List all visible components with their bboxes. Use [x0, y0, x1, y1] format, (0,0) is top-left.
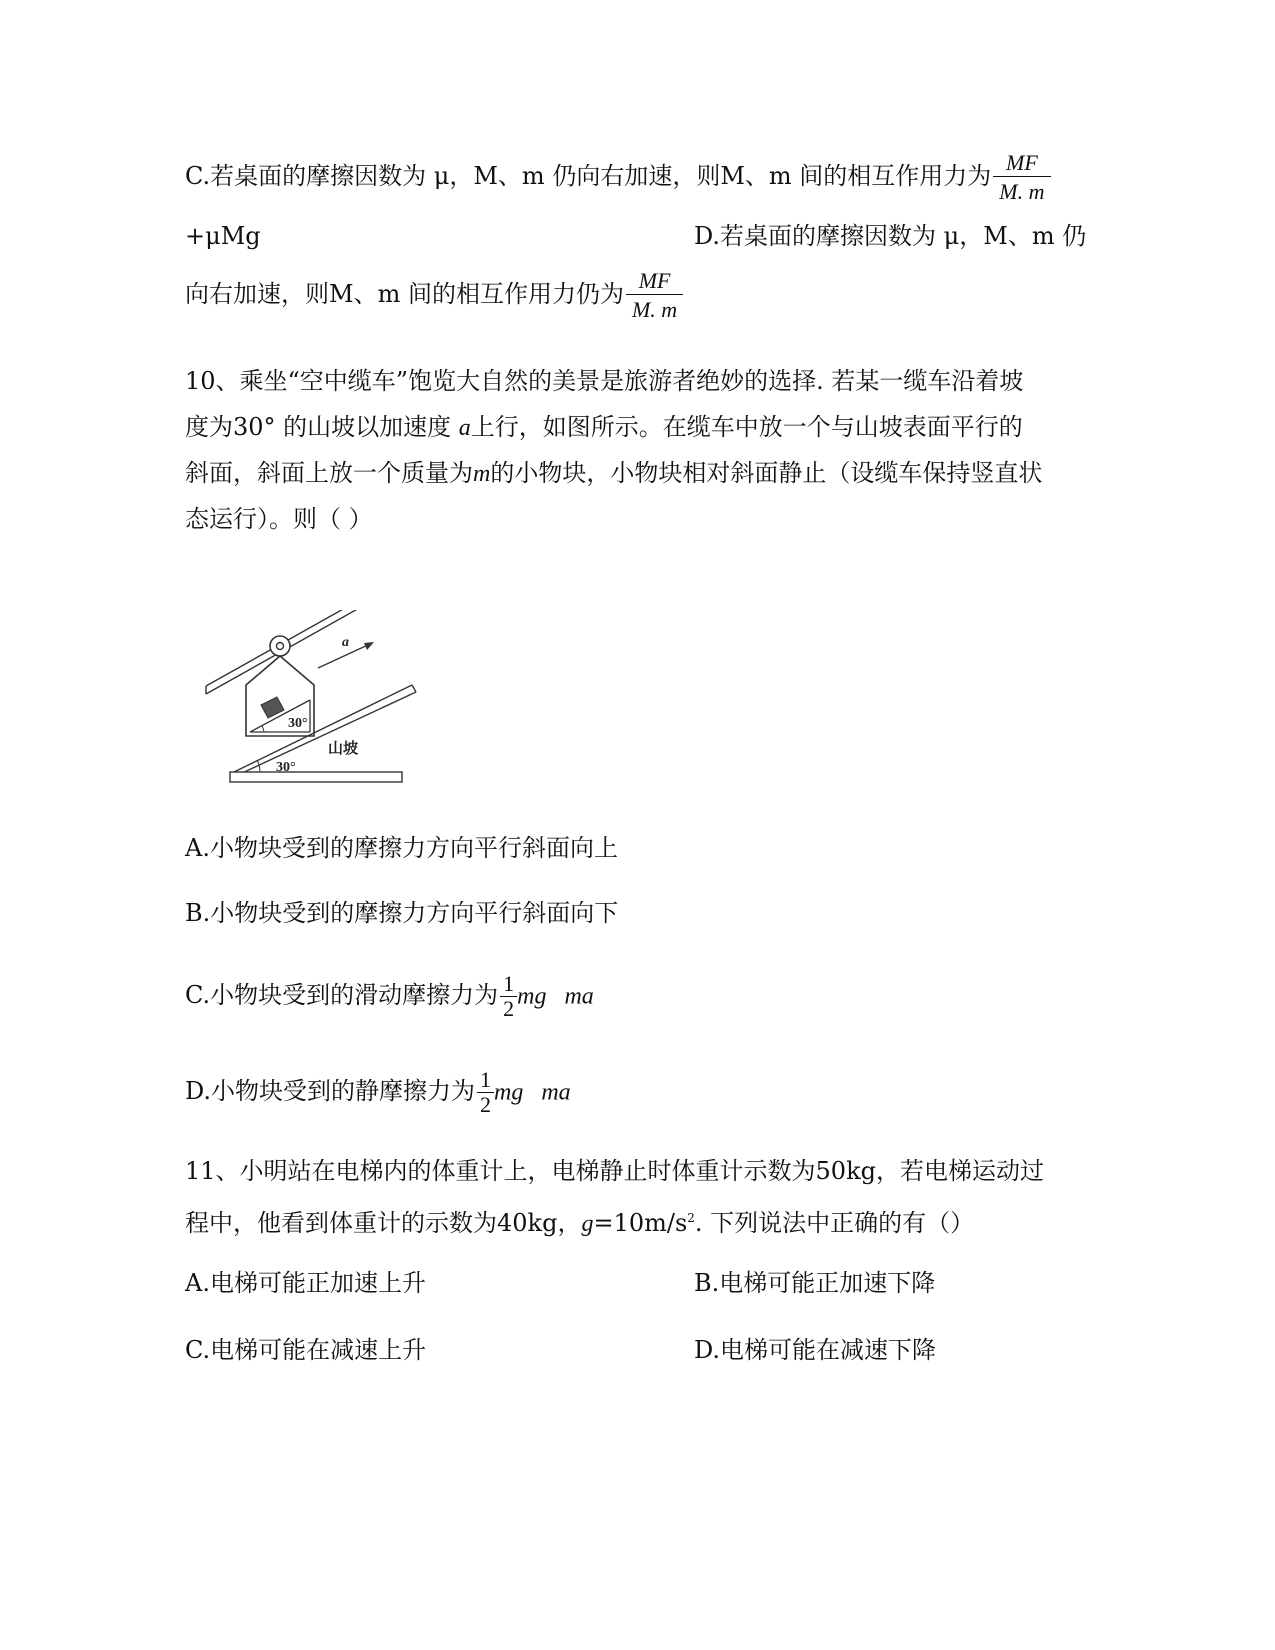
q9-option-c-text: C.若桌面的摩擦因数为 μ，M、m 仍向右加速，则M、m 间的相互作用力为 [185, 162, 992, 190]
q10-option-d [185, 1068, 571, 1117]
fraction-numerator: MF [638, 268, 671, 293]
q10-option-b: B.小物块受到的摩擦力方向平行斜面向下 [185, 899, 619, 927]
q10-option-d-text: D.小物块受到的静摩擦力为 [185, 1077, 476, 1105]
q9-option-c-tail: +μMg [185, 222, 261, 250]
q11-option-d: D.电梯可能在减速下降 [694, 1336, 937, 1364]
small-block [261, 697, 284, 718]
slope-surface [234, 685, 416, 774]
pulley-wheel [270, 636, 290, 656]
q11-stem-line-2b: =10m/s [593, 1209, 688, 1237]
fraction-numerator: 1 [480, 1067, 492, 1092]
inner-angle-label: 30° [288, 716, 308, 731]
q10-option-d-expr: mg ma [494, 1079, 571, 1106]
q10-stem-line-2a: 度为30° 的山坡以加速度 [185, 413, 459, 441]
q11-stem-line-2a: 程中，他看到体重计的示数为40kg， [185, 1209, 582, 1237]
half-fraction [477, 1068, 494, 1117]
q11-option-c: C.电梯可能在减速上升 [185, 1336, 427, 1364]
q10-stem-line-2b: 上行，如图所示。在缆车中放一个与山坡表面平行的 [470, 413, 1023, 441]
q10-var-m: m [473, 461, 491, 487]
q11-stem-line-1: 11、小明站在电梯内的体重计上，电梯静止时体重计示数为50kg，若电梯运动过 [185, 1157, 1044, 1185]
q10-stem-line-2 [185, 410, 1023, 445]
q11-stem-line-2c: . 下列说法中正确的有（） [694, 1209, 975, 1237]
q10-option-c-expr: mg ma [517, 983, 594, 1010]
half-fraction [500, 972, 517, 1021]
q10-stem-line-4: 态运行）。则（ ） [185, 505, 373, 533]
q10-option-a: A.小物块受到的摩擦力方向平行斜面向上 [185, 834, 618, 862]
q10-stem-line-3a: 斜面，斜面上放一个质量为 [185, 459, 473, 487]
fraction-denominator: 2 [477, 1092, 494, 1117]
q9-option-c [185, 150, 1051, 205]
q10-option-c [185, 972, 594, 1021]
q10-option-c-text: C.小物块受到的滑动摩擦力为 [185, 981, 499, 1009]
q11-option-a: A.电梯可能正加速上升 [185, 1269, 426, 1297]
cable-car-figure [200, 610, 430, 810]
q10-stem-line-1: 10、乘坐“空中缆车”饱览大自然的美景是旅游者绝妙的选择. 若某一缆车沿着坡 [185, 367, 1024, 395]
ground-base [230, 760, 402, 782]
q9-option-d-fraction [626, 268, 683, 323]
q11-stem-line-2 [185, 1201, 974, 1241]
fraction-denominator: M. m [993, 176, 1050, 205]
acceleration-label: a [342, 635, 349, 650]
q11-var-g: g [581, 1211, 594, 1237]
outer-angle-label: 30° [276, 760, 296, 775]
q9-option-d-continued [185, 268, 683, 323]
q10-stem-line-3b: 的小物块，小物块相对斜面静止（设缆车保持竖直状 [490, 459, 1043, 487]
q9-option-c-fraction [993, 150, 1050, 205]
fraction-numerator: MF [1006, 150, 1038, 175]
q11-option-b: B.电梯可能正加速下降 [694, 1269, 936, 1297]
q9-option-d-cont-text: 向右加速，则M、m 间的相互作用力仍为 [185, 280, 624, 308]
fraction-denominator: 2 [500, 996, 517, 1021]
fraction-numerator: 1 [503, 971, 515, 996]
q10-var-a: a [458, 415, 471, 441]
fraction-denominator: M. m [626, 294, 683, 323]
q9-option-d: D.若桌面的摩擦因数为 μ，M、m 仍 [694, 222, 1087, 250]
q10-stem-line-3 [185, 456, 1042, 491]
slope-label: 山坡 [328, 739, 359, 757]
q11-superscript: 2 [687, 1211, 695, 1225]
